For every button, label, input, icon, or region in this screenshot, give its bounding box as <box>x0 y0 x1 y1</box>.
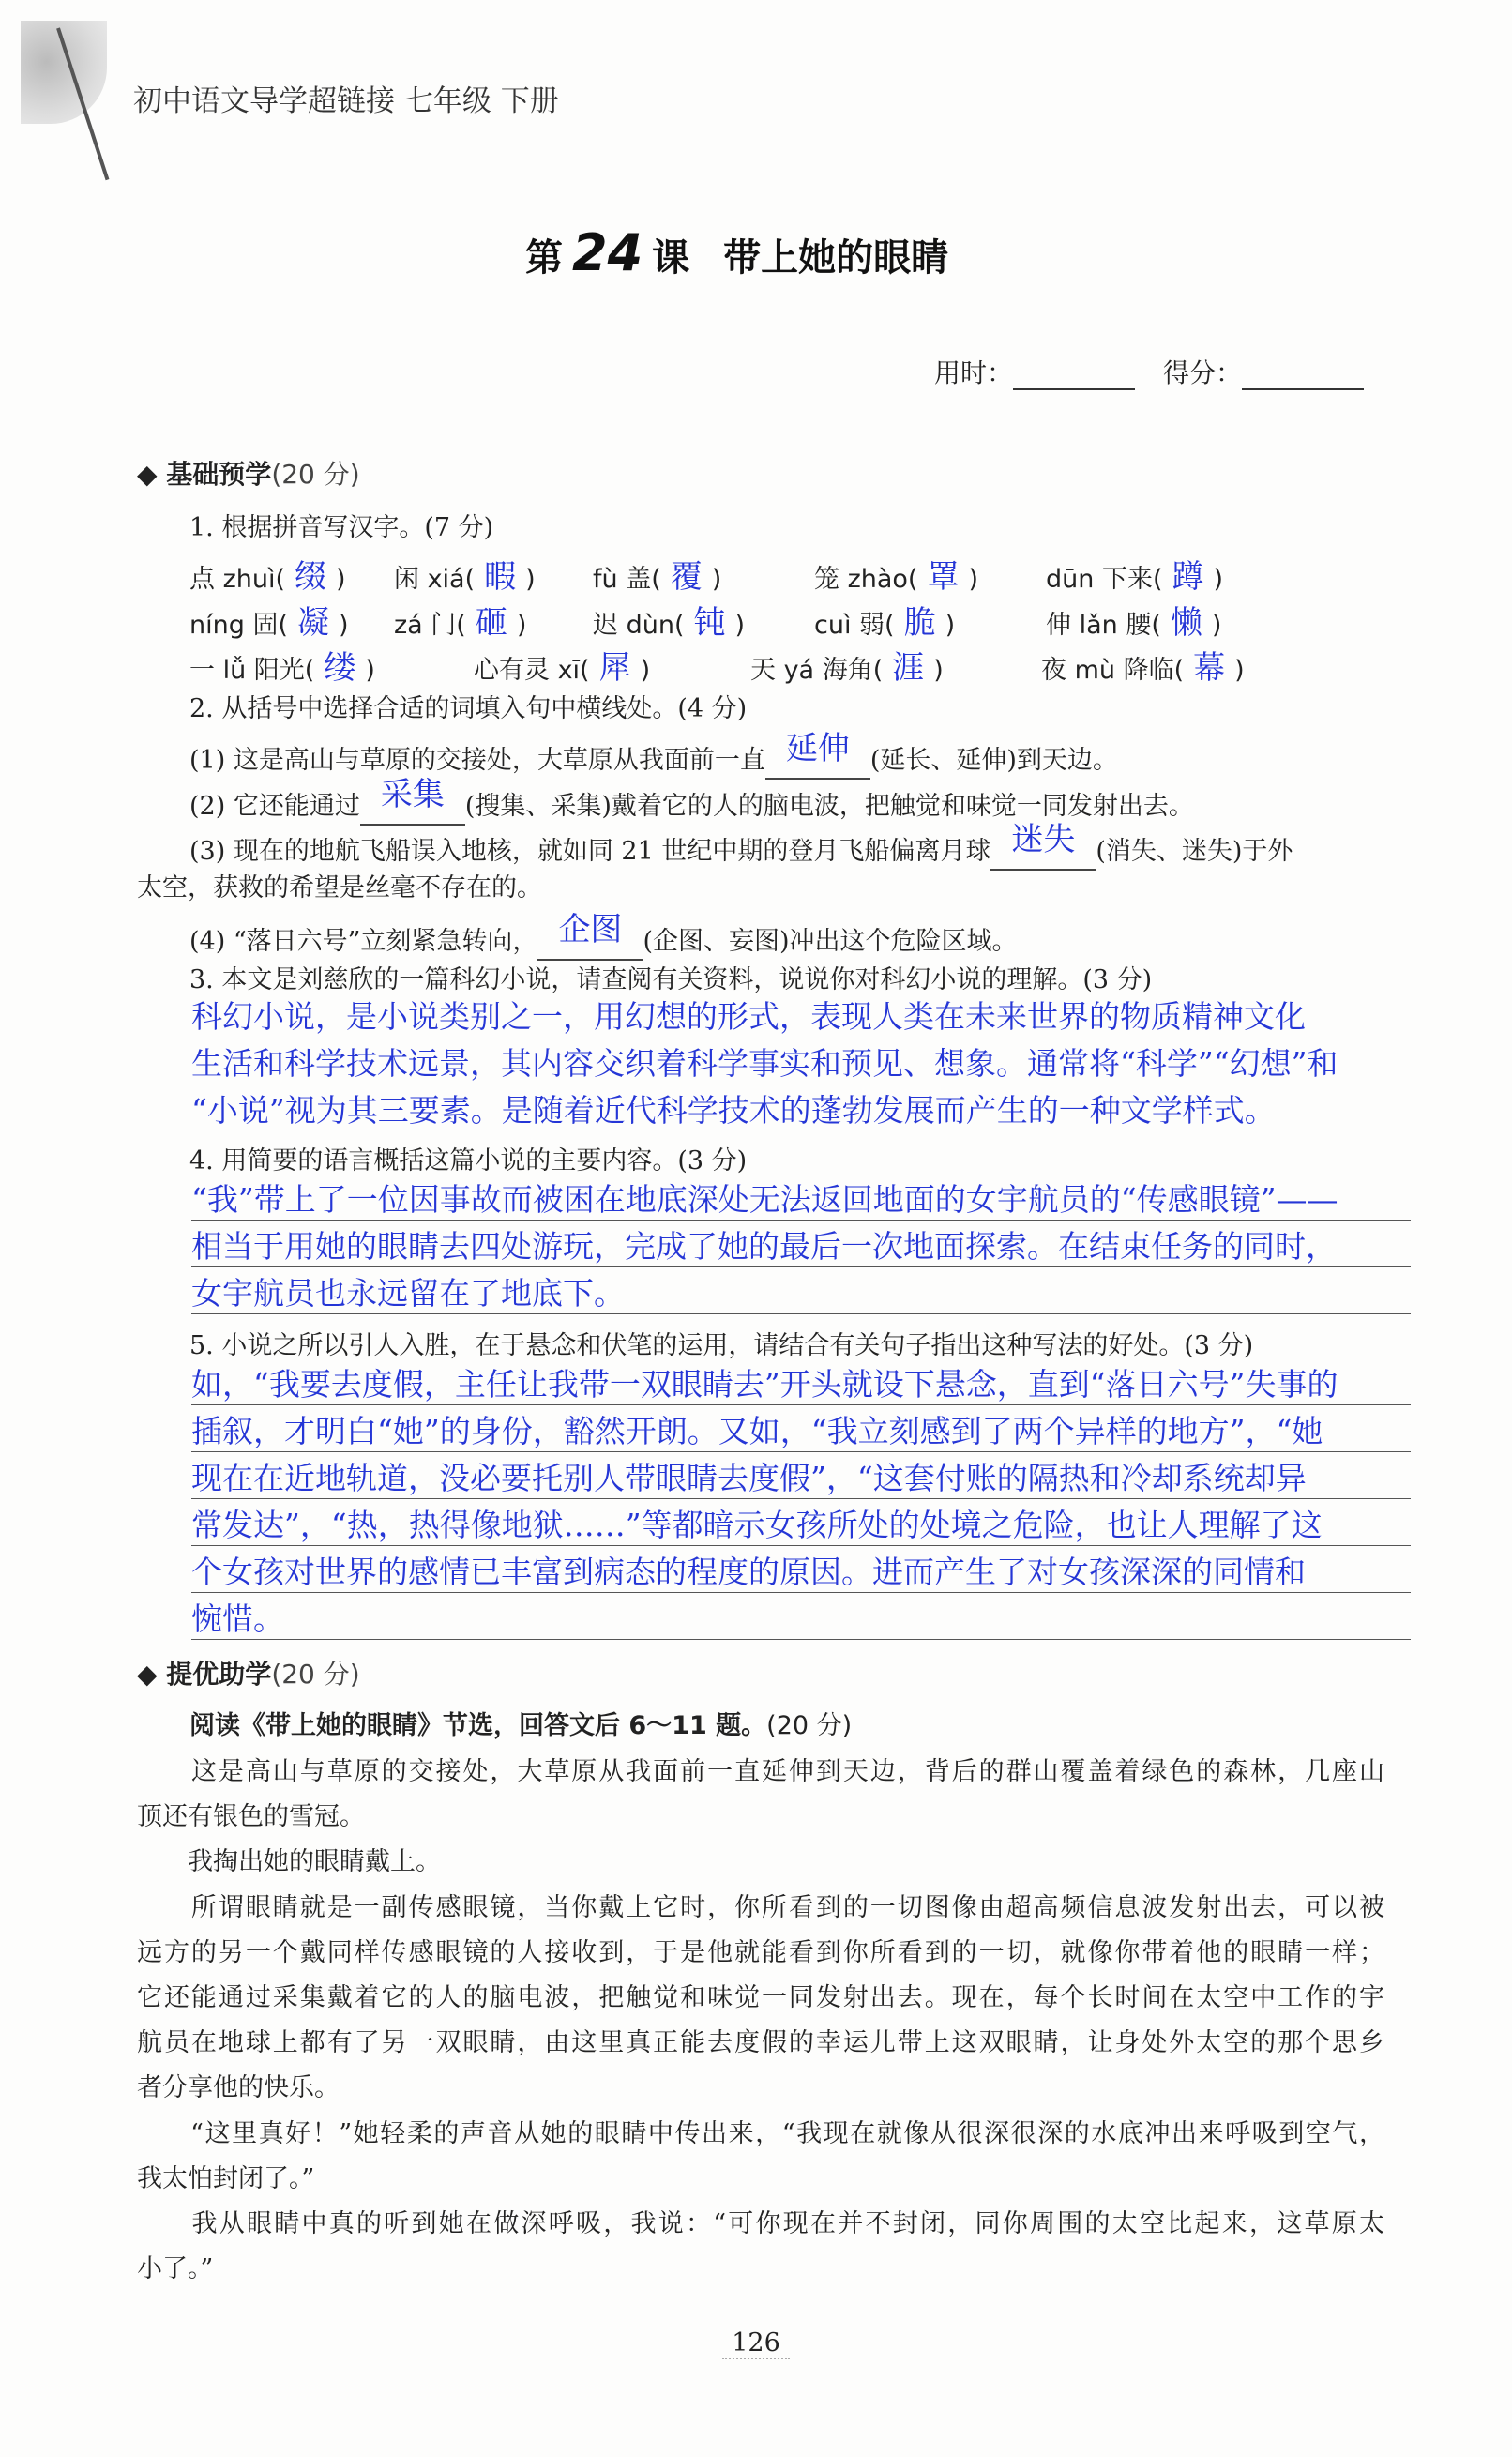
closing-paren: ) <box>968 565 979 594</box>
handwritten-answer: 砸 <box>475 604 507 642</box>
lesson-number: 24 <box>572 223 643 282</box>
handwritten-answer: 采集 <box>380 776 445 813</box>
pinyin-item <box>814 597 955 643</box>
sentence-text: (4) “落日六号”立刻紧急转向， <box>189 927 538 956</box>
handwritten-answer: 凝 <box>296 604 329 642</box>
pinyin-prompt: 夜 mù 降临( <box>1041 656 1185 685</box>
q4-answer-line: 相当于用她的眼睛去四处游玩，完成了她的最后一次地面探索。在结束任务的同时， <box>191 1222 1411 1267</box>
q2-sentence-3-cont: 太空，获救的希望是丝毫不存在的。 <box>137 873 542 902</box>
passage-line: 所谓眼睛就是一副传感眼镜，当你戴上它时，你所看到的一切图像由超高频信息波发射出去，可以被 <box>137 1892 1384 1922</box>
passage-line: 我太怕封闭了。” <box>137 2163 315 2193</box>
time-blank <box>1013 360 1135 390</box>
pinyin-item <box>394 551 536 597</box>
q2-sentence-3 <box>189 823 1293 871</box>
sentence-text: (3) 现在的地航飞船误入地核，就如同 21 世纪中期的登月飞船偏离月球 <box>189 837 991 866</box>
answer-blank <box>765 732 870 780</box>
diamond-icon: ◆ <box>137 1659 158 1690</box>
q2-sentence-1 <box>189 732 1118 780</box>
q3-prompt: 3. 本文是刘慈欣的一篇科幻小说，请查阅有关资料，说说你对科幻小说的理解。(3 分) <box>189 965 1153 994</box>
pinyin-item <box>394 597 526 643</box>
handwritten-answer: 迷失 <box>1011 821 1076 858</box>
lesson-suffix: 课 <box>652 236 690 280</box>
q2-sentence-2 <box>189 778 1194 826</box>
passage-line: “这里真好！”她轻柔的声音从她的眼睛中传出来，“我现在就像从很深很深的水底冲出来呼吸到空气， <box>137 2118 1384 2148</box>
q5-answer-line: 常发达”，“热，热得像地狱……”等都暗示女孩所处的处境之危险，也让人理解了这 <box>191 1501 1411 1546</box>
pinyin-item <box>750 642 944 688</box>
page-number-text: 126 <box>722 2328 790 2359</box>
pinyin-prompt: 点 zhuì( <box>189 565 286 594</box>
section-title: 提优助学 <box>166 1659 272 1690</box>
passage-line: 远方的另一个戴同样传感眼镜的人接收到，于是他就能看到你所看到的一切，就像你带着他的眼睛一样； <box>137 1937 1384 1967</box>
pinyin-prompt: 笼 zhào( <box>814 565 918 594</box>
handwritten-answer: 懒 <box>1170 604 1202 642</box>
time-field <box>934 353 1135 390</box>
pinyin-prompt: 闲 xiá( <box>394 565 476 594</box>
sentence-text: (1) 这是高山与草原的交接处，大草原从我面前一直 <box>189 746 765 775</box>
book-title: 初中语文导学超链接 七年级 下册 <box>133 84 559 118</box>
pinyin-item <box>1041 642 1245 688</box>
q5-answer-line: 插叙，才明白“她”的身份，豁然开朗。又如，“我立刻感到了两个异样的地方”，“她 <box>191 1407 1411 1452</box>
pinyin-item <box>189 551 346 597</box>
pinyin-prompt: 天 yá 海角( <box>750 656 884 685</box>
closing-paren: ) <box>711 565 722 594</box>
handwritten-answer: 涯 <box>892 649 925 687</box>
sentence-text: (消失、迷失)于外 <box>1096 837 1293 866</box>
passage-line: 我掏出她的眼睛戴上。 <box>137 1847 441 1877</box>
pinyin-item <box>814 551 978 597</box>
q5-prompt: 5. 小说之所以引人入胜，在于悬念和伏笔的运用，请结合有关句子指出这种写法的好处。(3 分) <box>189 1331 1254 1360</box>
handwritten-answer: 缀 <box>295 558 327 596</box>
sentence-text: (搜集、采集)戴着它的人的脑电波，把触觉和味觉一同发射出去。 <box>464 792 1194 821</box>
closing-paren: ) <box>336 565 346 594</box>
score-field <box>1163 353 1364 390</box>
q3-answer-line: “小说”视为其三要素。是随着近代科学技术的蓬勃发展而产生的一种文学样式。 <box>191 1092 1276 1129</box>
closing-paren: ) <box>1211 611 1222 640</box>
closing-paren: ) <box>516 611 527 640</box>
lesson-title <box>525 223 948 282</box>
passage-line: 者分享他的快乐。 <box>137 2073 340 2103</box>
q5-answer-line: 惋惜。 <box>191 1595 1411 1640</box>
section-title: 基础预学 <box>166 459 272 490</box>
handwritten-answer: 犀 <box>598 649 631 687</box>
answer-blank <box>990 823 1096 871</box>
answer-blank <box>360 778 465 826</box>
pinyin-item <box>189 642 375 688</box>
pinyin-prompt: 心有灵 xī( <box>474 656 590 685</box>
closing-paren: ) <box>365 656 375 685</box>
q2-sentence-4 <box>189 913 1018 961</box>
pinyin-prompt: níng 固( <box>189 611 288 640</box>
score-label: 得分： <box>1163 357 1243 388</box>
closing-paren: ) <box>525 565 536 594</box>
closing-paren: ) <box>640 656 651 685</box>
pinyin-prompt: cuì 弱( <box>814 611 895 640</box>
section-heading-advanced <box>137 1654 360 1691</box>
handwritten-answer: 企图 <box>558 911 623 948</box>
section-heading-basic <box>137 454 360 492</box>
q4-answer-line: 女宇航员也永远留在了地底下。 <box>191 1269 1411 1314</box>
decorative-moon-illustration <box>21 21 107 124</box>
passage-line: 小了。” <box>137 2254 214 2284</box>
q1-prompt: 1. 根据拼音写汉字。(7 分) <box>189 513 494 542</box>
diamond-icon: ◆ <box>137 459 158 490</box>
pinyin-prompt: 迟 dùn( <box>593 611 685 640</box>
passage-line: 航员在地球上都有了另一双眼睛，由这里真正能去度假的幸运儿带上这双眼睛，让身处外太空的那个思乡 <box>137 2028 1384 2058</box>
pinyin-prompt: fù 盖( <box>593 565 661 594</box>
sentence-text: (企图、妄图)冲出这个危险区域。 <box>643 927 1018 956</box>
reading-title <box>189 1705 852 1741</box>
q4-prompt: 4. 用简要的语言概括这篇小说的主要内容。(3 分) <box>189 1146 748 1175</box>
lesson-name: 带上她的眼睛 <box>723 236 949 280</box>
handwritten-answer: 幕 <box>1193 649 1226 687</box>
closing-paren: ) <box>933 656 944 685</box>
lesson-prefix: 第 <box>525 236 563 280</box>
pinyin-item <box>474 642 650 688</box>
sentence-text: (延长、延伸)到天边。 <box>869 746 1118 775</box>
handwritten-answer: 蹲 <box>1172 558 1204 596</box>
q3-answer-line: 科幻小说，是小说类别之一，用幻想的形式，表现人类在未来世界的物质精神文化 <box>191 998 1306 1035</box>
sentence-text: (2) 它还能通过 <box>189 792 360 821</box>
pinyin-prompt: dūn 下来( <box>1046 565 1163 594</box>
answer-blank <box>537 913 643 961</box>
pinyin-item <box>593 551 721 597</box>
pinyin-item <box>593 597 745 643</box>
section-points: (20 分) <box>271 1659 360 1690</box>
closing-paren: ) <box>1213 565 1224 594</box>
closing-paren: ) <box>945 611 956 640</box>
passage-line: 顶还有银色的雪冠。 <box>137 1802 365 1832</box>
score-blank <box>1242 360 1364 390</box>
handwritten-answer: 缕 <box>324 649 356 687</box>
handwritten-answer: 钝 <box>693 604 726 642</box>
handwritten-answer: 覆 <box>670 558 703 596</box>
pinyin-prompt: 一 lǚ 阳光( <box>189 656 315 685</box>
passage-line: 它还能通过采集戴着它的人的脑电波，把触觉和味觉一同发射出去。现在，每个长时间在太空中工作的宇 <box>137 1983 1384 2012</box>
q5-answer-line: 现在在近地轨道，没必要托别人带眼睛去度假”，“这套付账的隔热和冷却系统却异 <box>191 1454 1411 1499</box>
pinyin-item <box>189 597 349 643</box>
pinyin-prompt: zá 门( <box>394 611 466 640</box>
closing-paren: ) <box>1234 656 1245 685</box>
handwritten-answer: 延伸 <box>785 730 850 767</box>
q2-prompt: 2. 从括号中选择合适的词填入句中横线处。(4 分) <box>189 694 748 723</box>
section-points: (20 分) <box>271 459 360 490</box>
q5-answer-line: 个女孩对世界的感情已丰富到病态的程度的原因。进而产生了对女孩深深的同情和 <box>191 1548 1411 1593</box>
handwritten-answer: 暇 <box>484 558 517 596</box>
handwritten-answer: 脆 <box>903 604 936 642</box>
time-label: 用时： <box>934 357 1014 388</box>
closing-paren: ) <box>734 611 746 640</box>
passage-line: 我从眼睛中真的听到她在做深呼吸，我说：“可你现在并不封闭，同你周围的太空比起来，这草原太 <box>137 2209 1384 2238</box>
q3-answer-line: 生活和科学技术远景，其内容交织着科学事实和预见、想象。通常将“科学”“幻想”和 <box>191 1045 1338 1082</box>
q4-answer-line: “我”带上了一位因事故而被困在地底深处无法返回地面的女宇航员的“传感眼镜”—— <box>191 1175 1411 1221</box>
page-number <box>0 2328 1512 2358</box>
handwritten-answer: 罩 <box>927 558 960 596</box>
reading-title-text: 阅读《带上她的眼睛》节选，回答文后 6～11 题。 <box>189 1711 767 1740</box>
q5-answer-line: 如，“我要去度假，主任让我带一双眼睛去”开头就设下悬念，直到“落日六号”失事的 <box>191 1360 1411 1405</box>
pinyin-item <box>1046 597 1221 643</box>
pinyin-prompt: 伸 lǎn 腰( <box>1046 611 1161 640</box>
passage-line: 这是高山与草原的交接处，大草原从我面前一直延伸到天边，背后的群山覆盖着绿色的森林，几座山 <box>137 1757 1384 1786</box>
reading-points: (20 分) <box>766 1711 853 1740</box>
pinyin-item <box>1046 551 1223 597</box>
closing-paren: ) <box>338 611 349 640</box>
